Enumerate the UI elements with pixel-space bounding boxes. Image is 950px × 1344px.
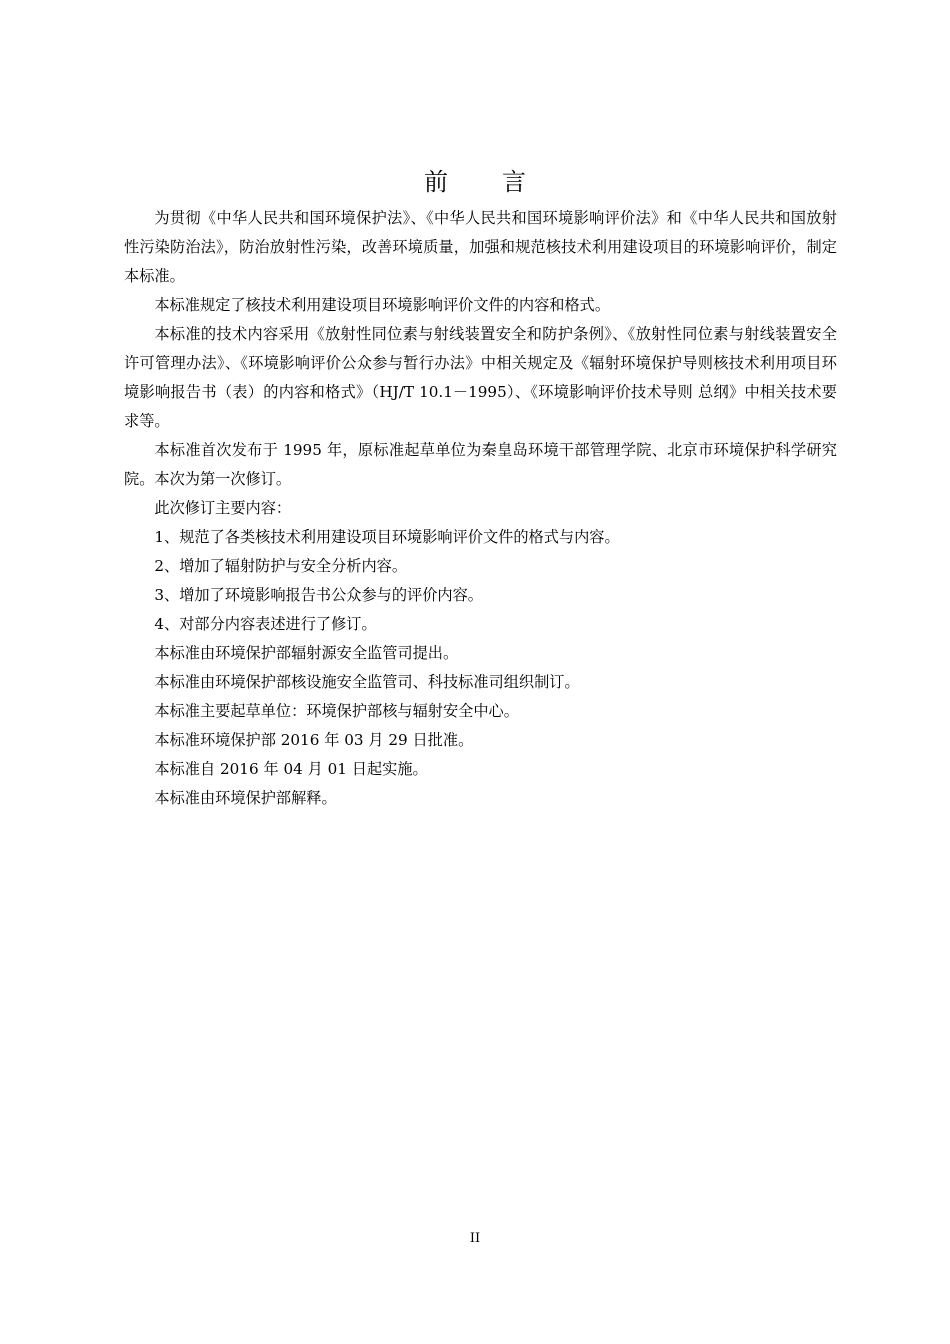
revision-item-3: 3、增加了环境影响报告书公众参与的评价内容。 bbox=[154, 586, 483, 604]
paragraph-technical-basis: 本标准的技术内容采用《放射性同位素与射线装置安全和防护条例》、《放射性同位素与射线装置安全许可管理办法》、《环境影响评价公众参与暂行办法》中相关规定及《辐射环境保护导则核技术利用项目环境影响报告书（表）的内容和格式》（HJ/T 10.1－1995）、《环境影响评价技术导则 总纲》中相关技术要求等。 bbox=[124, 325, 837, 430]
revision-item-4: 4、对部分内容表述进行了修订。 bbox=[154, 615, 377, 633]
paragraph-drafted-by: 本标准主要起草单位：环境保护部核与辐射安全中心。 bbox=[154, 702, 519, 720]
page-title: 前言 bbox=[424, 168, 580, 196]
paragraph-organized-by: 本标准由环境保护部核设施安全监管司、科技标准司组织制订。 bbox=[154, 673, 580, 691]
paragraph-effective-date: 本标准自 2016 年 04 月 01 日起实施。 bbox=[154, 760, 428, 778]
paragraph-history: 本标准首次发布于 1995 年，原标准起草单位为秦皇岛环境干部管理学院、北京市环境保护科学研究院。本次为第一次修订。 bbox=[124, 441, 837, 488]
paragraph-approved-date: 本标准环境保护部 2016 年 03 月 29 日批准。 bbox=[154, 731, 474, 749]
page-number: II bbox=[469, 1231, 481, 1246]
revision-item-2: 2、增加了辐射防护与安全分析内容。 bbox=[154, 557, 408, 575]
paragraph-proposed-by: 本标准由环境保护部辐射源安全监管司提出。 bbox=[154, 644, 459, 662]
paragraph-revision-heading: 此次修订主要内容： bbox=[154, 499, 292, 517]
revision-item-1: 1、规范了各类核技术利用建设项目环境影响评价文件的格式与内容。 bbox=[154, 528, 620, 546]
preface-body bbox=[124, 204, 837, 813]
paragraph-scope: 本标准规定了核技术利用建设项目环境影响评价文件的内容和格式。 bbox=[154, 296, 611, 314]
paragraph-interpretation: 本标准由环境保护部解释。 bbox=[154, 789, 337, 807]
paragraph-purpose: 为贯彻《中华人民共和国环境保护法》、《中华人民共和国环境影响评价法》和《中华人民共和国放射性污染防治法》，防治放射性污染，改善环境质量，加强和规范核技术利用建设项目的环境影响评价，制定本标准。 bbox=[124, 209, 837, 285]
